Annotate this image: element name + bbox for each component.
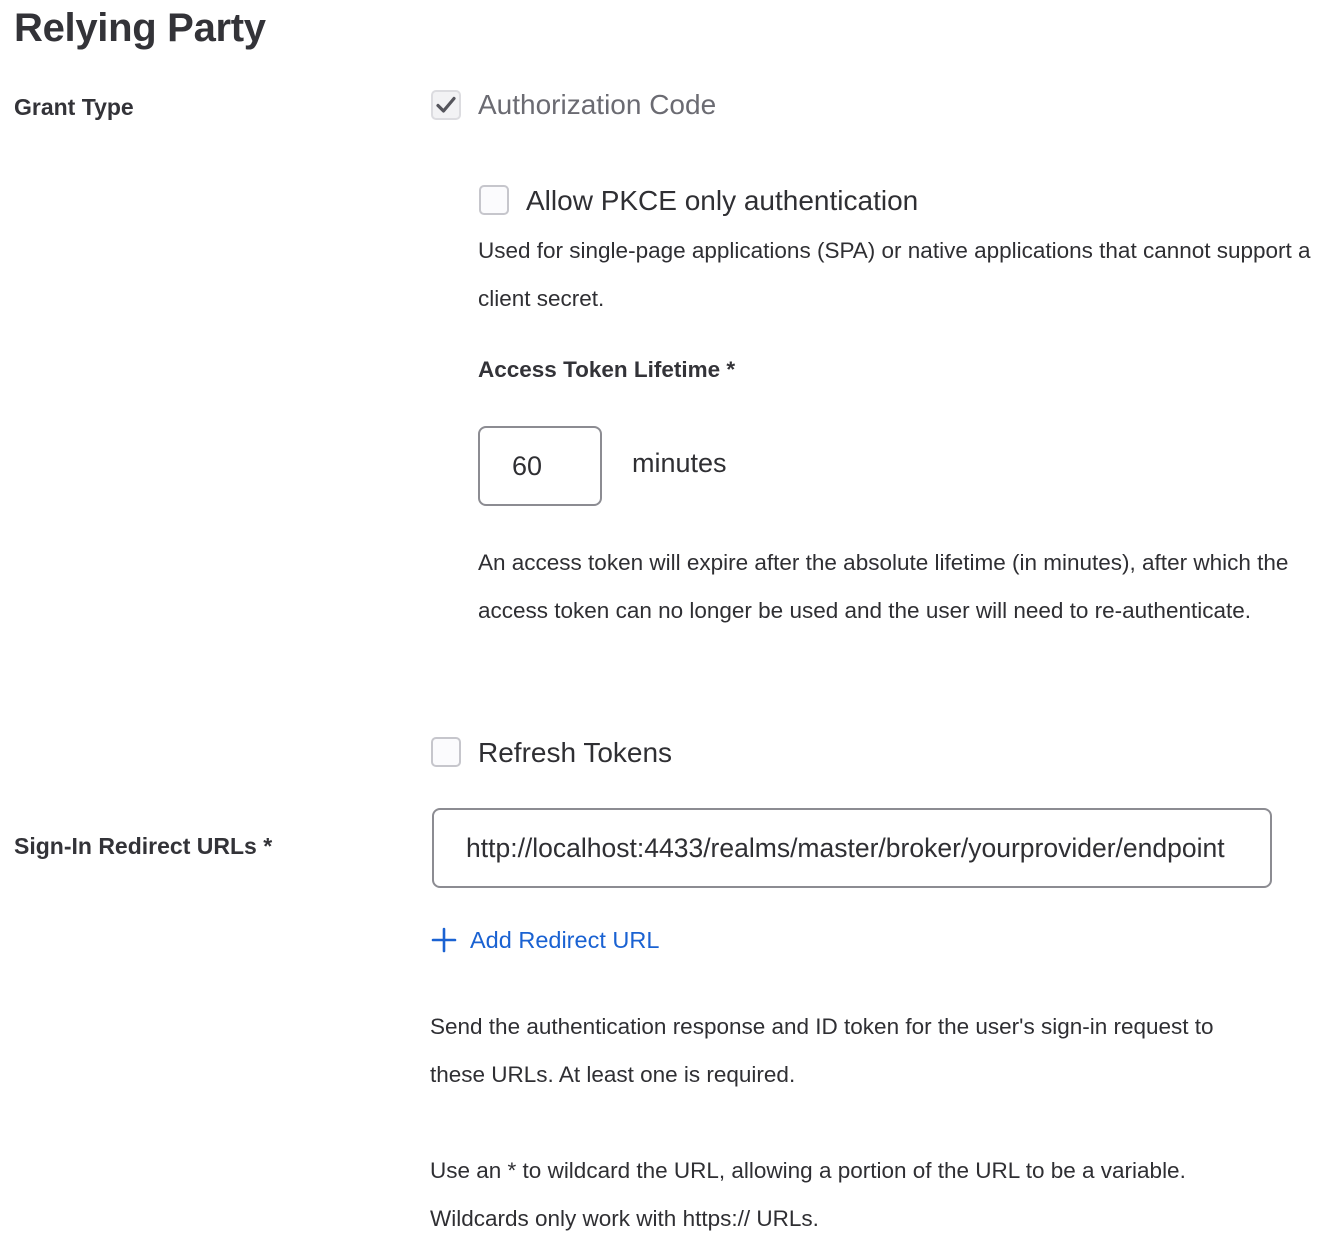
access-token-lifetime-input[interactable] <box>478 426 602 506</box>
check-icon <box>433 92 459 118</box>
add-redirect-url-label: Add Redirect URL <box>470 926 660 953</box>
refresh-tokens-label: Refresh Tokens <box>478 737 673 768</box>
pkce-help-text: Used for single-page applications (SPA) or native applications that cannot support a client secret. <box>478 238 1311 311</box>
pkce-label: Allow PKCE only authentication <box>526 185 919 216</box>
add-redirect-url-button[interactable] <box>430 920 659 960</box>
refresh-tokens-checkbox[interactable] <box>431 737 461 767</box>
authorization-code-label: Authorization Code <box>478 89 717 120</box>
authorization-code-checkbox[interactable] <box>431 90 461 120</box>
minutes-unit-label: minutes <box>632 448 727 478</box>
page-title: Relying Party <box>14 6 266 50</box>
plus-icon <box>430 926 458 954</box>
wildcard-help-text: Use an * to wildcard the URL, allowing a portion of the URL to be a variable. Wildcards only work with https:// URLs. <box>430 1158 1186 1231</box>
grant-type-label: Grant Type <box>14 94 134 120</box>
access-token-help-text: An access token will expire after the absolute lifetime (in minutes), after which the access token can no longer be used and the user will need to re-authenticate. <box>478 550 1289 623</box>
redirect-urls-label: Sign-In Redirect URLs * <box>14 833 273 859</box>
redirect-urls-help-text: Send the authentication response and ID token for the user's sign-in request to these URLs. At least one is required. <box>430 1014 1214 1087</box>
access-token-lifetime-label: Access Token Lifetime * <box>478 357 736 382</box>
redirect-url-input[interactable] <box>432 808 1272 888</box>
pkce-checkbox[interactable] <box>479 185 509 215</box>
